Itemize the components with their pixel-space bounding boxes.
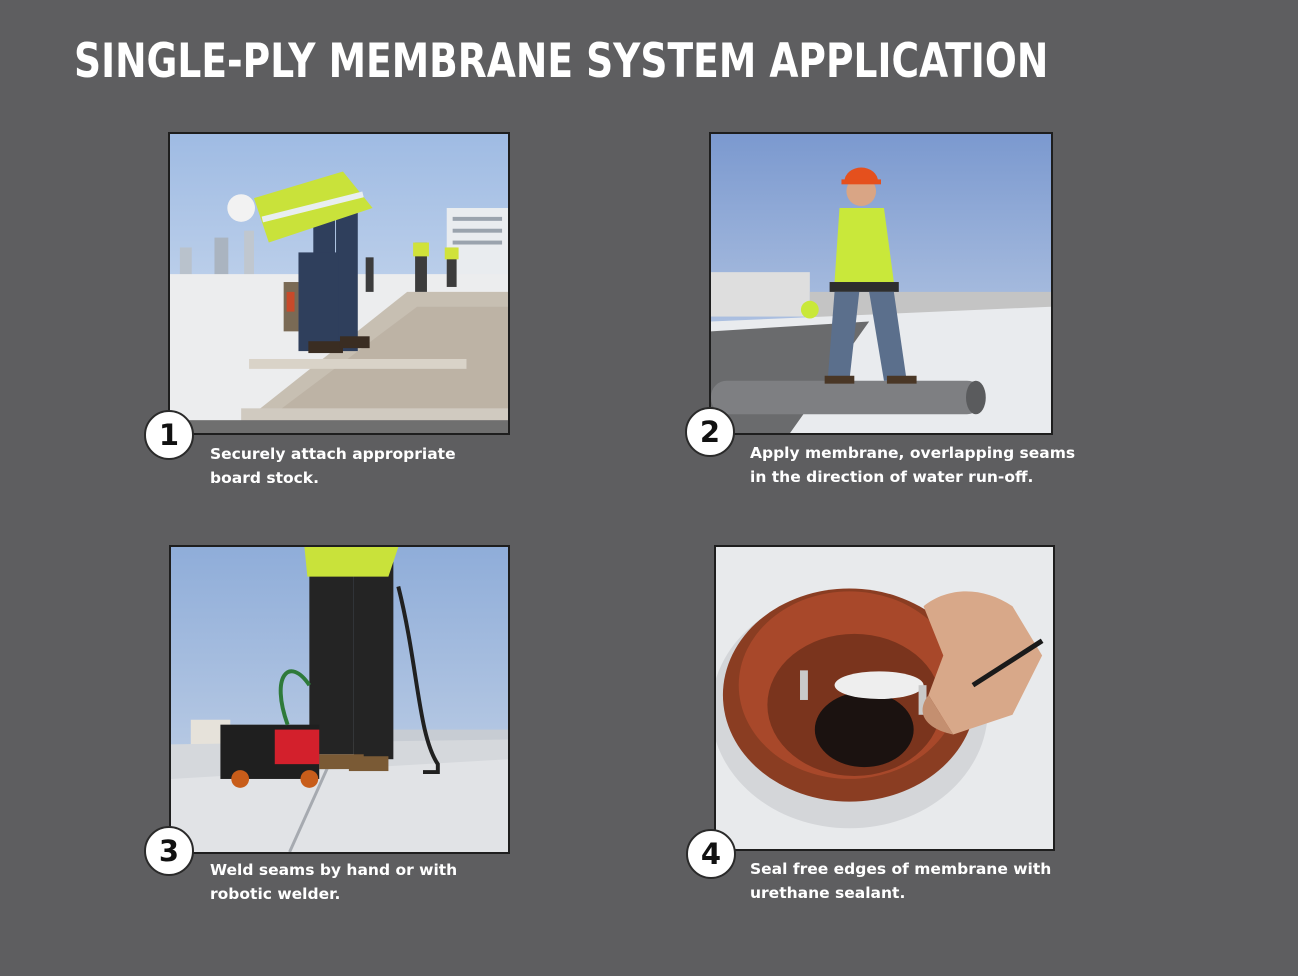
step-4-photo [714,545,1055,851]
step-1-photo [168,132,510,435]
step-3-caption-line-1: Weld seams by hand or with [210,861,458,879]
step-3-number-badge: 3 [144,826,194,876]
step-4-caption [750,857,1051,905]
step-1-caption-line-2: board stock. [210,469,320,487]
step-2-caption-line-2: in the direction of water run-off. [750,468,1034,486]
step-4-caption-line-1: Seal free edges of membrane with [750,860,1052,878]
step-2-caption-line-1: Apply membrane, overlapping seams [750,444,1076,462]
step-1-number-badge: 1 [144,410,194,460]
step-4-number-badge: 4 [686,829,736,879]
step-1-caption-line-1: Securely attach appropriate [210,445,456,463]
step-2-number-badge: 2 [685,407,735,457]
step-1-caption [210,442,456,490]
step-3-caption-line-2: robotic welder. [210,885,341,903]
step-4-caption-line-2: urethane sealant. [750,884,906,902]
step-3-caption [210,858,457,906]
step-3-photo [169,545,510,854]
page-title: SINGLE-PLY MEMBRANE SYSTEM APPLICATION [74,34,1049,89]
step-2-caption [750,441,1075,489]
step-2-photo [709,132,1053,435]
